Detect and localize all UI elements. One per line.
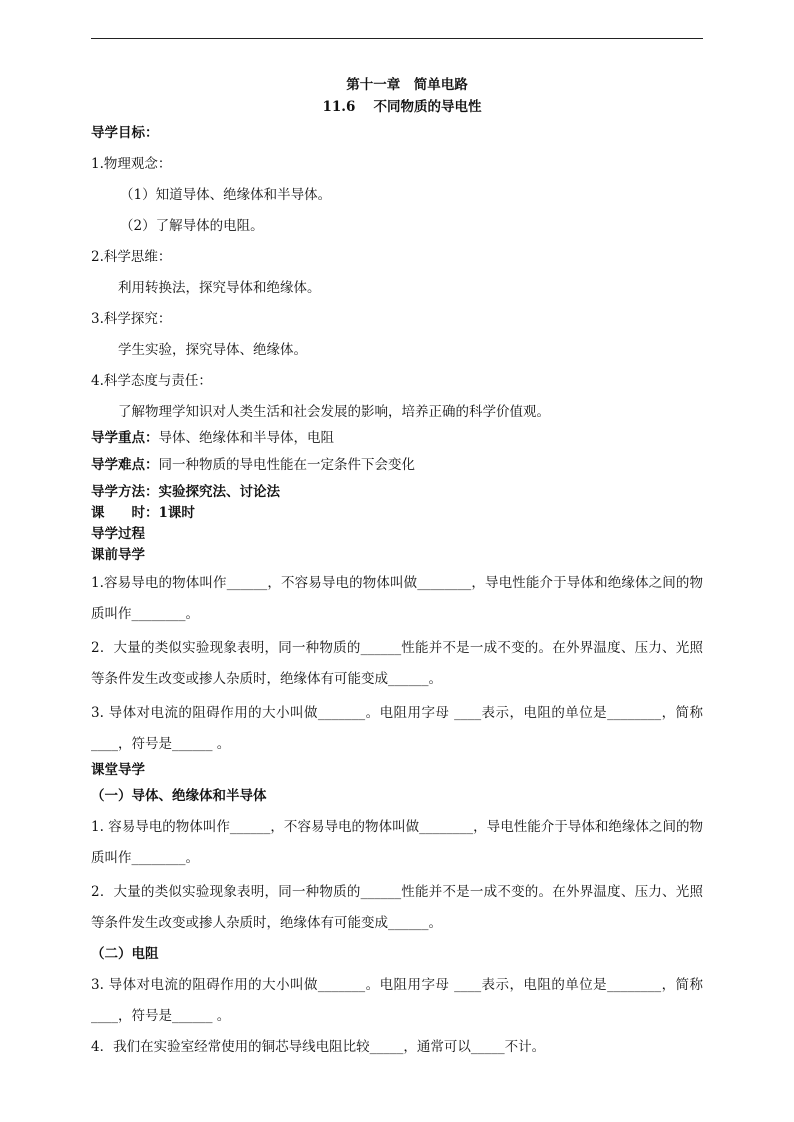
pre-class-question-1: 1.容易导电的物体叫作______，不容易导电的物体叫做________，导电性能介于导体和绝缘体之间的物质叫作________。 xyxy=(91,575,703,622)
in-class-heading: 课堂导学 xyxy=(91,762,145,778)
difficulty-label: 导学难点： xyxy=(91,457,159,473)
key-point-label: 导学重点： xyxy=(91,430,159,446)
process-heading: 导学过程 xyxy=(91,526,145,542)
header-rule xyxy=(91,38,703,39)
pre-class-question-2: 2．大量的类似实验现象表明，同一种物质的______性能并不是一成不变的。在外界温度、压力、光照等条件发生改变或掺人杂质时，绝缘体有可能变成______。 xyxy=(91,640,703,687)
goal-item-4: 学生实验，探究导体、绝缘体。 xyxy=(118,342,307,358)
difficulty-text: 同一种物质的导电性能在一定条件下会变化 xyxy=(158,457,415,473)
key-point xyxy=(91,428,703,449)
goal-attitude: 4.科学态度与责任： xyxy=(91,373,212,389)
document-body xyxy=(91,74,703,1063)
goal-physics-concept: 1.物理观念： xyxy=(91,156,172,172)
goal-item-3: 利用转换法，探究导体和绝缘体。 xyxy=(118,280,321,296)
duration: 课 时：1课时 xyxy=(91,505,195,521)
pre-class-heading: 课前导学 xyxy=(91,547,145,563)
in-class-question-3: 3. 导体对电流的阻碍作用的大小叫做_______。电阻用字母 ____表示，电阻的单位是________，简称 ____，符号是______ 。 xyxy=(91,977,703,1024)
method: 导学方法：实验探究法、讨论法 xyxy=(91,484,280,500)
difficulty xyxy=(91,455,703,476)
goal-item-2: （2）了解导体的电阻。 xyxy=(120,218,264,234)
key-point-text: 导体、绝缘体和半导体，电阻 xyxy=(158,430,334,446)
section-conductors: （一）导体、绝缘体和半导体 xyxy=(91,788,267,804)
section-resistance: （二）电阻 xyxy=(91,946,159,962)
in-class-question-1: 1. 容易导电的物体叫作______，不容易导电的物体叫做________，导电性能介于导体和绝缘体之间的物质叫作________。 xyxy=(91,819,703,866)
lesson-title: 11.6 不同物质的导电性 xyxy=(322,99,482,115)
pre-class-question-3: 3. 导体对电流的阻碍作用的大小叫做_______。电阻用字母 ____表示，电阻的单位是________，简称 ____，符号是______ 。 xyxy=(91,705,703,752)
in-class-question-4: 4．我们在实验室经常使用的铜芯导线电阻比较_____，通常可以_____不计。 xyxy=(91,1039,546,1055)
goal-scientific-thinking: 2.科学思维： xyxy=(91,249,172,265)
goal-item-1: （1）知道导体、绝缘体和半导体。 xyxy=(120,187,332,203)
goal-scientific-inquiry: 3.科学探究： xyxy=(91,311,172,327)
chapter-title: 第十一章 简单电路 xyxy=(346,77,468,93)
goals-heading: 导学目标： xyxy=(91,125,159,141)
in-class-question-2: 2．大量的类似实验现象表明，同一种物质的______性能并不是一成不变的。在外界温度、压力、光照等条件发生改变或掺人杂质时，绝缘体有可能变成______。 xyxy=(91,884,703,931)
goal-item-5: 了解物理学知识对人类生活和社会发展的影响，培养正确的科学价值观。 xyxy=(118,404,550,420)
